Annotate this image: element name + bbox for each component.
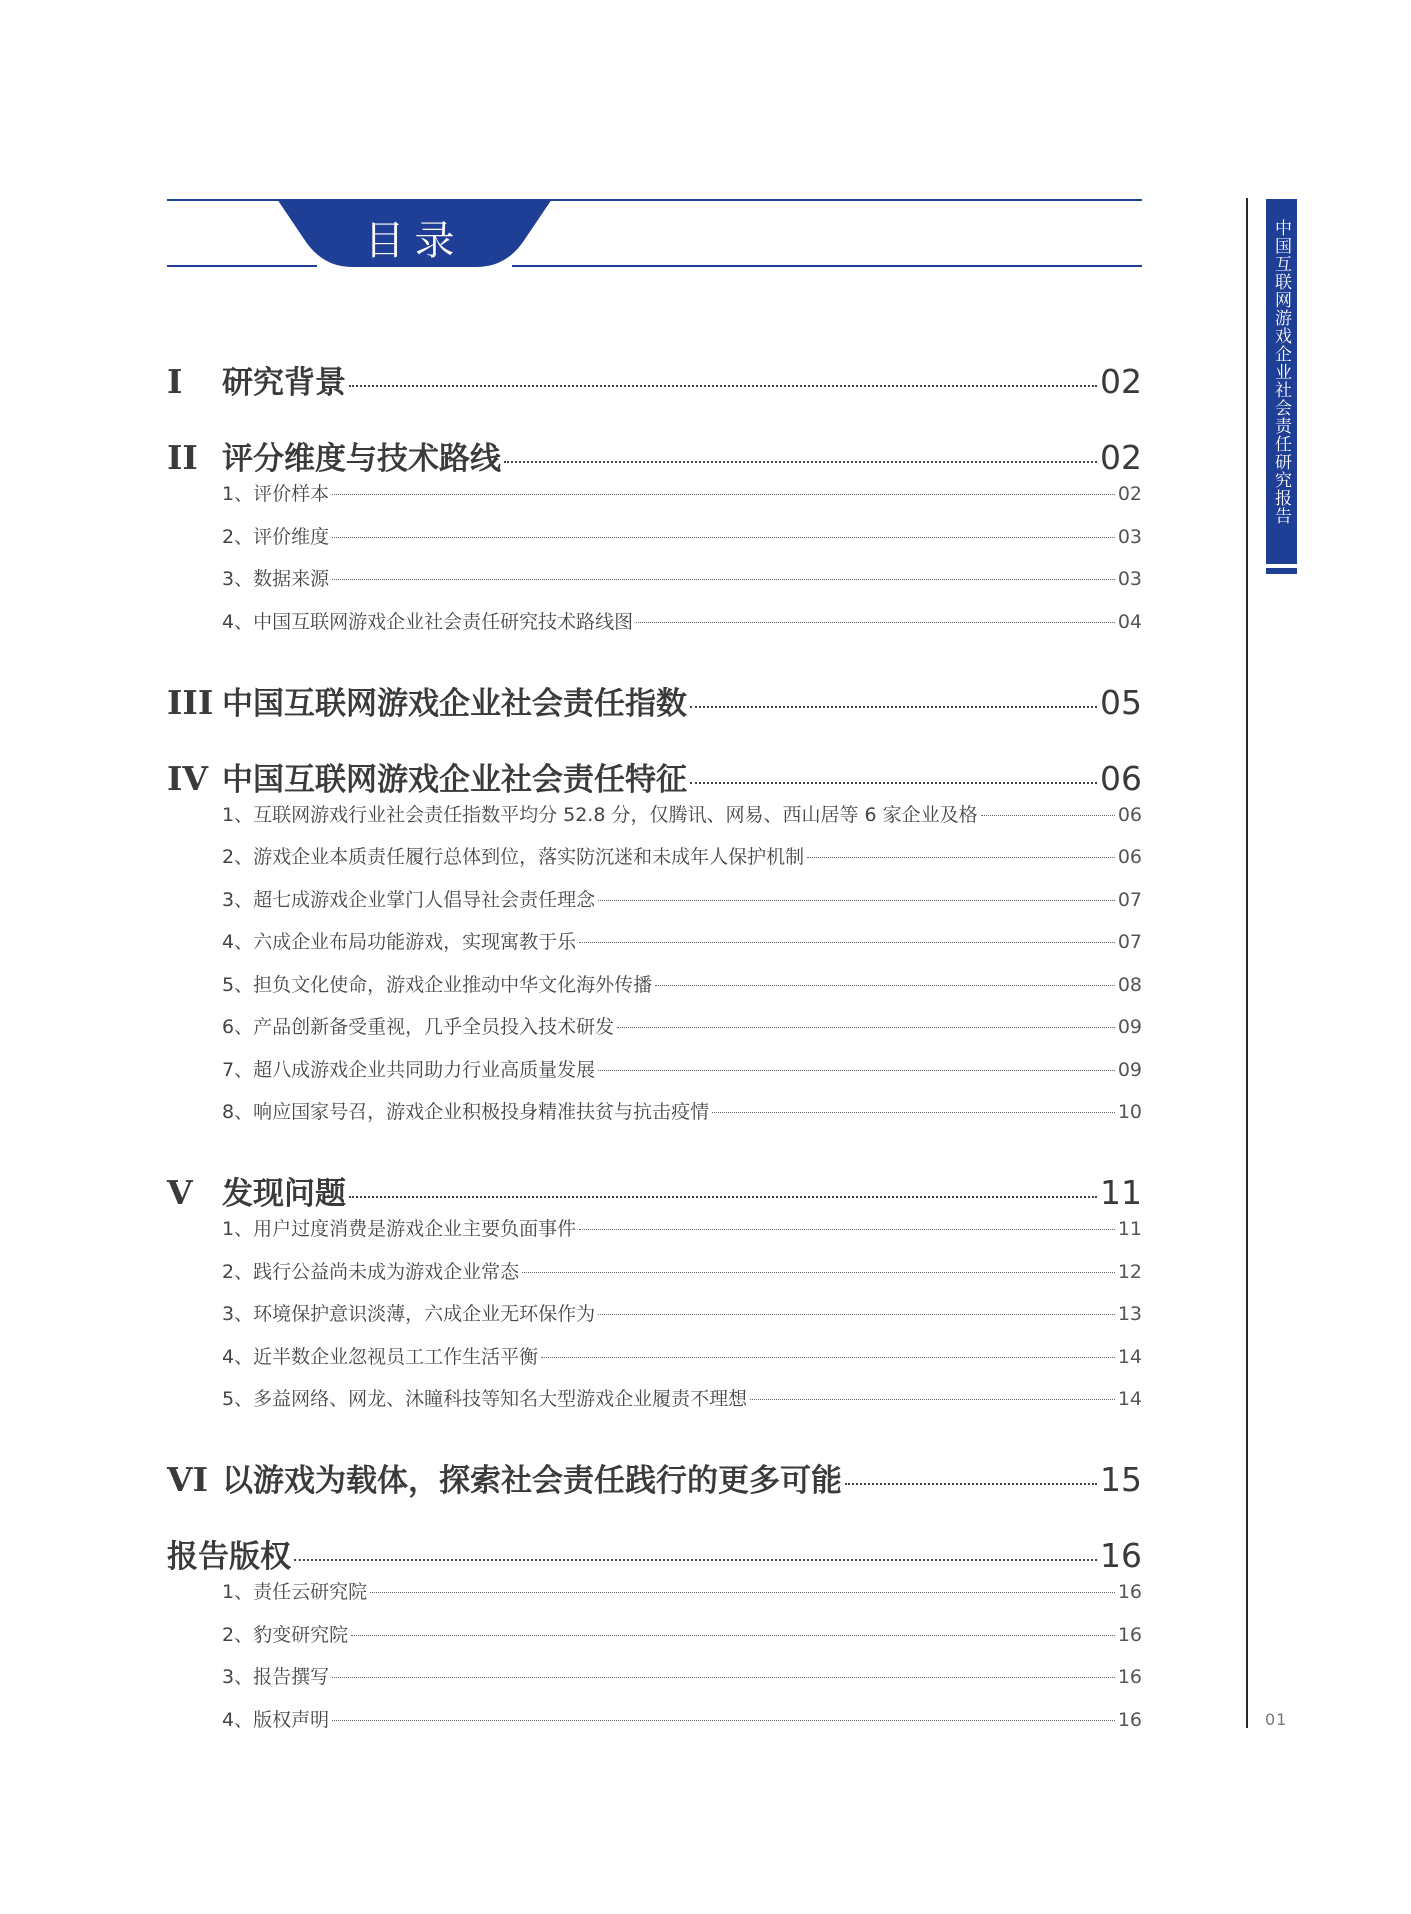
toc-page-number: 06 xyxy=(1117,846,1142,868)
toc-dot-leader xyxy=(598,900,1115,901)
toc-dot-leader xyxy=(981,815,1115,816)
toc-subsection[interactable] xyxy=(167,522,1142,562)
toc-subsection[interactable] xyxy=(167,1577,1142,1617)
toc-page-number: 04 xyxy=(1117,610,1142,633)
toc-page-number: 11 xyxy=(1117,1218,1142,1240)
toc-dot-leader xyxy=(541,1357,1115,1358)
toc-section[interactable] xyxy=(167,678,1142,730)
toc-dot-leader xyxy=(636,622,1115,623)
toc-entry-title: 中国互联网游戏企业社会责任特征 xyxy=(222,761,687,798)
toc-entry-title: 3、报告撰写 xyxy=(222,1666,330,1688)
toc-page-number: 05 xyxy=(1100,682,1142,722)
toc-section-numeral: VI xyxy=(167,1460,209,1499)
toc-dot-leader xyxy=(845,1483,1097,1485)
toc-subsection[interactable] xyxy=(167,1342,1142,1382)
toc-entry-title: 4、六成企业布局功能游戏，实现寓教于乐 xyxy=(222,931,577,953)
toc-subsection[interactable] xyxy=(167,885,1142,925)
toc-dot-leader xyxy=(579,942,1115,943)
toc-page-number: 16 xyxy=(1117,1581,1142,1603)
toc-entry-title: 2、评价维度 xyxy=(222,525,330,548)
toc-page-number: 16 xyxy=(1117,1708,1142,1731)
toc-page-number: 03 xyxy=(1117,568,1142,590)
toc-dot-leader xyxy=(294,1559,1097,1561)
toc-entry-title: 2、豹变研究院 xyxy=(222,1623,349,1646)
toc-header xyxy=(167,199,1142,269)
toc-page-number: 16 xyxy=(1117,1666,1142,1688)
toc-dot-leader xyxy=(332,579,1115,580)
toc-entry-title: 5、多益网络、网龙、沐瞳科技等知名大型游戏企业履责不理想 xyxy=(222,1388,748,1410)
toc-entry-title: 1、评价样本 xyxy=(222,483,330,505)
toc-subsection[interactable] xyxy=(167,564,1142,604)
side-report-tab xyxy=(1266,199,1297,564)
toc-entry-title: 评分维度与技术路线 xyxy=(222,441,501,477)
toc-dot-leader xyxy=(522,1272,1115,1273)
toc-dot-leader xyxy=(349,385,1097,387)
side-tab-accent-bar xyxy=(1266,568,1297,574)
toc-dot-leader xyxy=(332,1677,1115,1678)
toc-subsection[interactable] xyxy=(167,1214,1142,1254)
toc-section[interactable] xyxy=(167,1455,1142,1507)
toc-entry-title: 3、数据来源 xyxy=(222,568,330,590)
toc-dot-leader xyxy=(690,706,1097,708)
toc-entry-title: 以游戏为载体，探索社会责任践行的更多可能 xyxy=(222,1463,842,1499)
toc-subsection[interactable] xyxy=(167,842,1142,882)
toc-entry-title: 8、响应国家号召，游戏企业积极投身精准扶贫与抗击疫情 xyxy=(222,1101,710,1123)
toc-entry-title: 发现问题 xyxy=(222,1176,346,1212)
toc-page-number: 09 xyxy=(1117,1016,1142,1038)
toc-entry-title: 7、超八成游戏企业共同助力行业高质量发展 xyxy=(222,1058,596,1081)
toc-subsection[interactable] xyxy=(167,1705,1142,1745)
toc-entry-title: 5、担负文化使命，游戏企业推动中华文化海外传播 xyxy=(222,973,653,996)
toc-page-number: 02 xyxy=(1100,362,1142,401)
toc-dot-leader xyxy=(598,1070,1115,1071)
toc-entry-title: 1、用户过度消费是游戏企业主要负面事件 xyxy=(222,1218,577,1240)
toc-section[interactable] xyxy=(167,1168,1142,1220)
toc-page-number: 14 xyxy=(1117,1388,1142,1410)
toc-entry-title: 4、中国互联网游戏企业社会责任研究技术路线图 xyxy=(222,610,634,633)
toc-dot-leader xyxy=(332,1720,1115,1721)
toc-dot-leader xyxy=(690,782,1097,784)
toc-entry-title: 2、践行公益尚未成为游戏企业常态 xyxy=(222,1260,520,1283)
toc-subsection[interactable] xyxy=(167,970,1142,1010)
toc-page-number: 07 xyxy=(1117,931,1142,953)
page-number: 01 xyxy=(1265,1710,1288,1729)
toc-page-number: 15 xyxy=(1100,1460,1142,1499)
toc-entry-title: 6、产品创新备受重视，几乎全员投入技术研发 xyxy=(222,1016,615,1038)
page-title: 目录 xyxy=(364,218,465,264)
side-divider xyxy=(1246,198,1248,1728)
toc-entry-title: 4、版权声明 xyxy=(222,1708,330,1731)
toc-section[interactable] xyxy=(167,1531,1142,1583)
header-title-tab xyxy=(277,199,552,267)
toc-page-number: 12 xyxy=(1117,1260,1142,1283)
toc-section-numeral: V xyxy=(167,1173,193,1212)
toc-entry-title: 中国互联网游戏企业社会责任指数 xyxy=(222,685,687,722)
toc-page-number: 03 xyxy=(1117,525,1142,548)
toc-subsection[interactable] xyxy=(167,1662,1142,1702)
toc-page-number: 14 xyxy=(1117,1345,1142,1368)
toc-dot-leader xyxy=(351,1635,1115,1636)
toc-page-number: 02 xyxy=(1117,483,1142,505)
toc-subsection[interactable] xyxy=(167,1055,1142,1095)
toc-section-numeral: III xyxy=(167,682,214,722)
toc-entry-title: 1、责任云研究院 xyxy=(222,1581,368,1603)
toc-page-number: 08 xyxy=(1117,973,1142,996)
toc-entry-title: 报告版权 xyxy=(167,1539,291,1575)
toc-section-numeral: IV xyxy=(167,758,209,798)
toc-dot-leader xyxy=(655,985,1115,986)
toc-page-number: 06 xyxy=(1100,758,1142,798)
toc-page-number: 06 xyxy=(1117,803,1142,826)
toc-entry-title: 3、超七成游戏企业掌门人倡导社会责任理念 xyxy=(222,888,596,911)
toc-section[interactable] xyxy=(167,433,1142,485)
toc-subsection[interactable] xyxy=(167,800,1142,840)
toc-dot-leader xyxy=(579,1229,1115,1230)
toc-page-number: 02 xyxy=(1100,438,1142,477)
toc-subsection[interactable] xyxy=(167,1097,1142,1137)
toc-entry-title: 4、近半数企业忽视员工工作生活平衡 xyxy=(222,1345,539,1368)
toc-page-number: 16 xyxy=(1117,1623,1142,1646)
toc-subsection[interactable] xyxy=(167,607,1142,647)
toc-section[interactable] xyxy=(167,357,1142,409)
toc-section-numeral: II xyxy=(167,438,198,477)
toc-subsection[interactable] xyxy=(167,1299,1142,1339)
toc-entry-title: 研究背景 xyxy=(222,365,346,401)
toc-entry-title: 1、互联网游戏行业社会责任指数平均分 52.8 分，仅腾讯、网易、西山居等 6 家企业及格 xyxy=(222,803,978,826)
toc-page-number: 07 xyxy=(1117,888,1142,911)
toc-page-number: 11 xyxy=(1100,1173,1142,1212)
toc-subsection[interactable] xyxy=(167,479,1142,519)
toc-dot-leader xyxy=(370,1592,1115,1593)
toc-dot-leader xyxy=(712,1112,1115,1113)
toc-subsection[interactable] xyxy=(167,1257,1142,1297)
toc-entry-title: 2、游戏企业本质责任履行总体到位，落实防沉迷和未成年人保护机制 xyxy=(222,846,805,868)
toc-subsection[interactable] xyxy=(167,1384,1142,1424)
toc-dot-leader xyxy=(504,461,1097,463)
toc-page-number: 10 xyxy=(1117,1101,1142,1123)
toc-subsection[interactable] xyxy=(167,1620,1142,1660)
toc-dot-leader xyxy=(807,857,1115,858)
toc-section-numeral: I xyxy=(167,362,183,401)
toc-dot-leader xyxy=(598,1314,1115,1315)
toc-dot-leader xyxy=(750,1399,1115,1400)
toc-page-number: 09 xyxy=(1117,1058,1142,1081)
toc-subsection[interactable] xyxy=(167,1012,1142,1052)
toc-page-number: 13 xyxy=(1117,1303,1142,1325)
toc-entry-title: 3、环境保护意识淡薄，六成企业无环保作为 xyxy=(222,1303,596,1325)
toc-dot-leader xyxy=(332,494,1115,495)
toc-dot-leader xyxy=(349,1196,1097,1198)
toc-dot-leader xyxy=(332,537,1115,538)
toc-dot-leader xyxy=(617,1027,1115,1028)
toc-subsection[interactable] xyxy=(167,927,1142,967)
header-rule-bottom-right xyxy=(512,265,1142,267)
toc-page-number: 16 xyxy=(1100,1536,1142,1575)
toc-section[interactable] xyxy=(167,754,1142,806)
side-report-title: 中国互联网游戏企业社会责任研究报告 xyxy=(1271,219,1291,525)
